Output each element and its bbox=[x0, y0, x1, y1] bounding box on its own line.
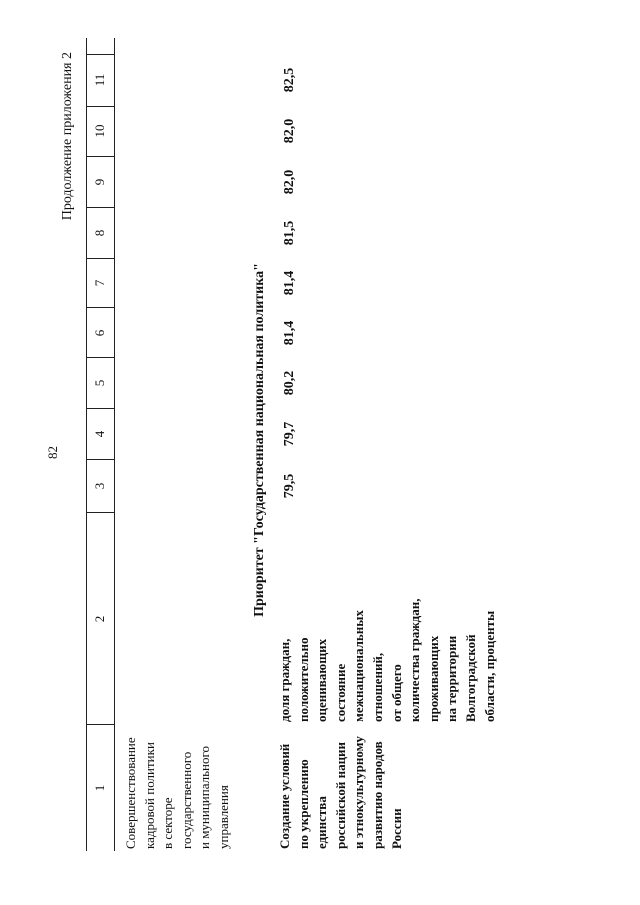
main-row-title bbox=[276, 709, 406, 849]
value-cell: 79,7 bbox=[282, 421, 297, 447]
text-line: положительно bbox=[295, 637, 311, 722]
text-line: управления bbox=[215, 785, 231, 849]
text-line: кадровой политики bbox=[141, 742, 157, 849]
column-number: 7 bbox=[92, 279, 107, 287]
text-line: развитию народов bbox=[369, 741, 385, 849]
text-line: единства bbox=[314, 796, 330, 849]
text-line: межнациональных bbox=[351, 610, 367, 722]
continuation-label: Продолжение приложения 2 bbox=[60, 52, 75, 221]
value-cell: 81,4 bbox=[282, 270, 297, 296]
text-line: от общего bbox=[388, 664, 404, 722]
text-line: России bbox=[388, 808, 404, 849]
main-row-indicator bbox=[276, 512, 499, 722]
previous-row-title bbox=[122, 719, 234, 849]
text-line: по укреплению bbox=[295, 759, 311, 849]
column-number: 11 bbox=[92, 73, 107, 87]
column-number: 10 bbox=[92, 124, 107, 138]
column-number: 4 bbox=[92, 430, 107, 438]
column-number: 3 bbox=[92, 482, 107, 490]
text-line: области, проценты bbox=[481, 610, 497, 722]
text-line: Создание условий bbox=[277, 743, 292, 849]
value-cell: 79,5 bbox=[282, 473, 297, 499]
value-cell: 80,2 bbox=[282, 370, 297, 396]
column-number: 8 bbox=[92, 229, 107, 237]
text-line: Совершенствование bbox=[123, 737, 138, 849]
text-line: оценивающих bbox=[314, 638, 330, 722]
text-line: проживающих bbox=[425, 635, 441, 722]
page-number: 82 bbox=[45, 446, 60, 459]
column-number: 1 bbox=[92, 784, 107, 792]
table-top-rule bbox=[86, 38, 87, 851]
text-line: отношений, bbox=[369, 652, 385, 722]
priority-heading: Приоритет "Государственная национальная политика" bbox=[252, 263, 267, 617]
value-cell: 82,0 bbox=[282, 169, 297, 195]
column-number: 2 bbox=[92, 615, 107, 623]
value-cell: 82,5 bbox=[282, 67, 297, 93]
text-line: Волгоградской bbox=[462, 634, 478, 722]
text-line: российской нации bbox=[332, 741, 348, 849]
column-number: 6 bbox=[92, 329, 107, 337]
text-line: государственного bbox=[178, 751, 194, 849]
column-number: 5 bbox=[92, 379, 107, 387]
text-line: в секторе bbox=[160, 797, 176, 849]
text-line: на территории bbox=[444, 635, 460, 722]
column-divider bbox=[86, 724, 114, 725]
value-cell: 81,5 bbox=[282, 220, 297, 246]
value-cell: 82,0 bbox=[282, 118, 297, 144]
text-line: состояние bbox=[332, 663, 348, 722]
value-cell: 81,4 bbox=[282, 320, 297, 346]
column-number: 9 bbox=[92, 178, 107, 186]
text-line: и этнокультурному bbox=[351, 736, 367, 849]
text-line: и муниципального bbox=[197, 746, 213, 849]
table-header-rule bbox=[114, 38, 115, 851]
text-line: доля граждан, bbox=[277, 638, 292, 722]
text-line: количества граждан, bbox=[407, 598, 423, 722]
